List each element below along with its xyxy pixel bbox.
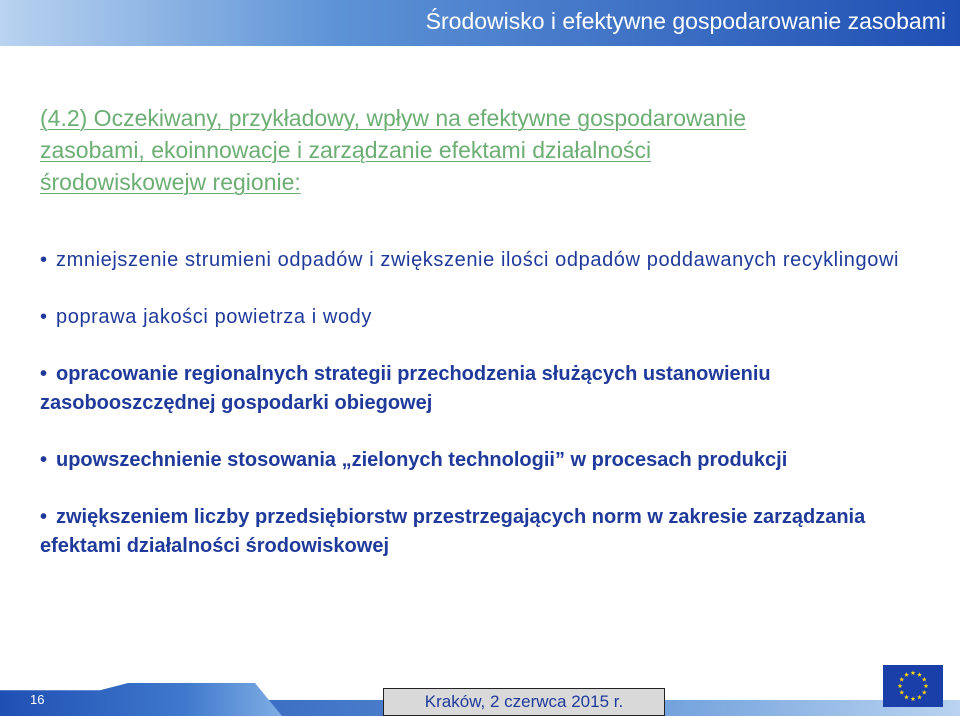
- bullet-item: [40, 246, 940, 275]
- bullet-item: [40, 360, 940, 418]
- slide-heading: [40, 102, 940, 198]
- eu-star-icon: [904, 672, 909, 677]
- eu-star-icon: [904, 695, 909, 700]
- eu-star-icon: [899, 690, 904, 695]
- bullet-item: [40, 303, 940, 332]
- bullet-list: [40, 246, 940, 589]
- eu-star-icon: [911, 670, 916, 675]
- bullet-text: poprawa jakości powietrza i wody: [56, 306, 373, 328]
- bullet-item: [40, 446, 940, 475]
- bullet-text: zmniejszenie strumieni odpadów i zwiększenie ilości odpadów poddawanych recyklingowi: [56, 249, 900, 271]
- footer-location-date: Kraków, 2 czerwca 2015 r.: [424, 692, 624, 711]
- bullet-dot-icon: •: [40, 363, 48, 385]
- bullet-dot-icon: •: [40, 449, 48, 471]
- bullet-text: upowszechnienie stosowania „zielonych technologii” w procesach produkcji: [56, 449, 788, 471]
- eu-star-icon: [917, 672, 922, 677]
- bullet-dot-icon: •: [40, 306, 48, 328]
- bullet-item: [40, 503, 940, 561]
- eu-star-icon: [922, 690, 927, 695]
- eu-star-icon: [922, 677, 927, 682]
- page-number: 16: [30, 692, 45, 707]
- eu-star-icon: [917, 695, 922, 700]
- footer-location-box: [383, 688, 665, 716]
- header-bar: [0, 0, 960, 46]
- heading-line-2: zasobami, ekoinnowacje i zarządzanie efektami działalności: [40, 137, 652, 163]
- heading-line-3: środowiskowejw regionie:: [40, 169, 301, 195]
- bullet-text: opracowanie regionalnych strategii przechodzenia służących ustanowieniu zasobooszczędnej gospodarki obiegowej: [40, 363, 771, 414]
- heading-line-1: (4.2) Oczekiwany, przykładowy, wpływ na efektywne gospodarowanie: [40, 105, 747, 131]
- eu-star-icon: [898, 683, 903, 688]
- eu-flag-icon: [883, 665, 943, 707]
- eu-star-icon: [911, 696, 916, 701]
- header-title: Środowisko i efektywne gospodarowanie zasobami: [425, 8, 946, 34]
- bullet-text: zwiększeniem liczby przedsiębiorstw przestrzegających norm w zakresie zarządzania efektami działalności środowiskowej: [40, 506, 866, 557]
- bullet-dot-icon: •: [40, 249, 48, 271]
- bullet-dot-icon: •: [40, 506, 48, 528]
- eu-star-icon: [899, 677, 904, 682]
- eu-star-icon: [924, 683, 929, 688]
- eu-flag-stars: [883, 665, 943, 707]
